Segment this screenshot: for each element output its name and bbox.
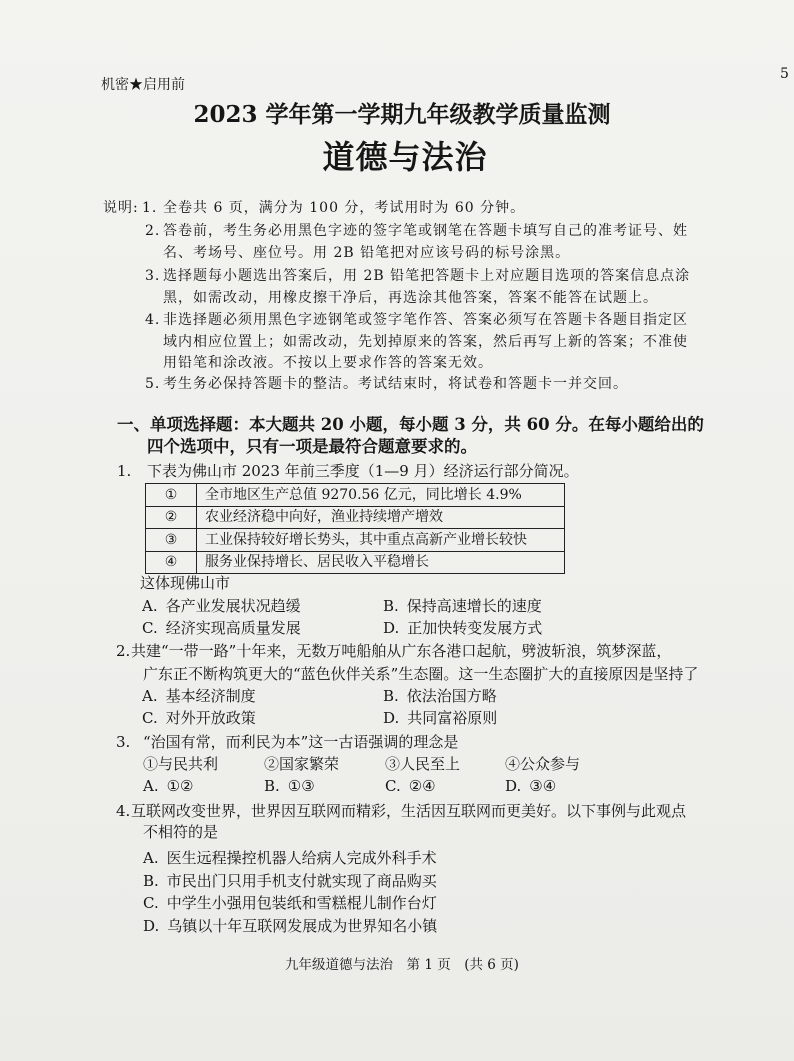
page-number: 5 — [780, 66, 789, 82]
table-row — [146, 529, 565, 552]
instruction-line: 答卷前，考生务必用黑色字迹的签字笔或钢笔在答题卡填写自己的准考证号、姓 — [163, 223, 688, 239]
table-row — [146, 506, 565, 529]
option-key: A. — [142, 687, 158, 705]
instruction-line: 黑，如需改动，用橡皮擦干净后，再选涂其他答案，答案不能答在试题上。 — [163, 290, 658, 306]
option-key: D. — [143, 917, 160, 935]
question-number: 2. — [116, 642, 131, 660]
instruction-number: 3. — [145, 268, 161, 284]
option-key: A. — [142, 597, 158, 615]
option-text: 各产业发展状况趋缓 — [165, 597, 301, 615]
statement-item: ④公众参与 — [505, 755, 581, 773]
statement-item: ①与民共利 — [143, 755, 219, 773]
option-b — [143, 871, 437, 891]
option-a — [143, 776, 194, 796]
option-text: ①③ — [287, 777, 315, 795]
table-cell-number: ④ — [146, 551, 197, 574]
option-key: D. — [505, 777, 522, 795]
option-b — [264, 776, 315, 796]
instruction-line: 名、考场号、座位号。用 2B 铅笔把对应该号码的标号涂黑。 — [163, 245, 571, 261]
option-text: 医生远程操控机器人给病人完成外科手术 — [166, 849, 437, 867]
option-text: 经济实现高质量发展 — [165, 619, 301, 637]
instructions-label: 说明: — [103, 200, 139, 216]
option-text: 市民出门只用手机支付就实现了商品购买 — [166, 872, 437, 890]
instruction-line: 考生务必保持答题卡的整洁。考试结束时，将试卷和答题卡一并交回。 — [163, 376, 628, 392]
statement-item: ③人民至上 — [385, 755, 461, 773]
option-text: ③④ — [529, 777, 557, 795]
option-text: 中学生小强用包装纸和雪糕棍儿制作台灯 — [166, 894, 437, 912]
option-a — [142, 686, 256, 706]
question-number: 1. — [117, 462, 132, 480]
option-key: A. — [143, 777, 159, 795]
instruction-line: 用铅笔和涂改液。不按以上要求作答的答案无效。 — [163, 355, 493, 371]
option-text: 保持高速增长的速度 — [406, 597, 542, 615]
confidential-mark: 机密★启用前 — [101, 77, 185, 93]
option-key: D. — [383, 709, 400, 727]
question-stem: 共建“一带一路”十年来，无数万吨船舶从广东各港口起航，劈波斩浪，筑梦深蓝， — [131, 642, 672, 660]
option-key: C. — [142, 709, 158, 727]
option-key: B. — [383, 687, 399, 705]
page-footer: 九年级道德与法治 第 1 页 (共 6 页) — [285, 957, 519, 973]
option-a — [143, 848, 437, 868]
question-stem: 互联网改变世界，世界因互联网而精彩，生活因互联网而更美好。以下事例与此观点 — [131, 802, 687, 820]
question-number: 3. — [116, 733, 131, 751]
option-text: ②④ — [408, 777, 436, 795]
option-key: C. — [142, 619, 158, 637]
option-key: A. — [143, 849, 159, 867]
economy-table — [145, 483, 565, 574]
question-stem-line: 不相符的是 — [143, 823, 219, 841]
statement-item: ②国家繁荣 — [264, 755, 340, 773]
question-stem: 下表为佛山市 2023 年前三季度（1—9 月）经济运行部分简况。 — [147, 462, 579, 480]
instruction-number: 4. — [145, 312, 161, 328]
section-heading-line: 四个选项中，只有一项是最符合题意要求的。 — [147, 437, 477, 456]
option-key: B. — [383, 597, 399, 615]
question-number: 4. — [116, 802, 131, 820]
question-stem-line: 广东正不断构筑更大的“蓝色伙伴关系”生态圈。这一生态圈扩大的直接原因是坚持了 — [143, 665, 699, 683]
instruction-line: 选择题每小题选出答案后，用 2B 铅笔把答题卡上对应题目选项的答案信息点涂 — [163, 268, 691, 284]
option-key: D. — [383, 619, 400, 637]
table-row — [146, 551, 565, 574]
option-key: B. — [143, 872, 159, 890]
section-heading: 一、单项选择题：本大题共 20 小题，每小题 3 分，共 60 分。在每小题给出的 — [117, 415, 704, 434]
option-text: 对外开放政策 — [165, 709, 256, 727]
table-cell-text: 农业经济稳中向好，渔业持续增产增效 — [197, 506, 565, 529]
option-b — [383, 596, 542, 616]
instruction-line: 非选择题必须用黑色字迹钢笔或签字笔作答、答案必须写在答题卡各题目指定区 — [163, 312, 688, 328]
instruction-number: 2. — [145, 223, 161, 239]
option-key: B. — [264, 777, 280, 795]
table-cell-text: 全市地区生产总值 9270.56 亿元，同比增长 4.9% — [197, 484, 565, 507]
option-text: 共同富裕原则 — [407, 709, 498, 727]
table-cell-number: ② — [146, 506, 197, 529]
option-text: 依法治国方略 — [406, 687, 497, 705]
table-cell-text: 服务业保持增长、居民收入平稳增长 — [197, 551, 565, 574]
option-d — [383, 708, 497, 728]
option-key: C. — [143, 894, 159, 912]
table-cell-number: ① — [146, 484, 197, 507]
option-d — [143, 916, 437, 936]
option-c — [142, 708, 256, 728]
exam-title: 2023 学年第一学期九年级教学质量监测 — [193, 101, 611, 128]
instruction-line: 域内相应位置上；如需改动，先划掉原来的答案，然后再写上新的答案；不准使 — [163, 334, 688, 350]
table-cell-number: ③ — [146, 529, 197, 552]
option-d — [383, 618, 542, 638]
option-text: 乌镇以十年互联网发展成为世界知名小镇 — [167, 917, 438, 935]
question-stem-continued: 这体现佛山市 — [140, 574, 231, 592]
option-c — [385, 776, 436, 796]
instruction-line: 全卷共 6 页，满分为 100 分，考试用时为 60 分钟。 — [163, 200, 526, 216]
option-b — [383, 686, 497, 706]
table-row — [146, 484, 565, 507]
subject-title: 道德与法治 — [322, 138, 488, 176]
option-text: 基本经济制度 — [165, 687, 256, 705]
option-c — [142, 618, 301, 638]
option-key: C. — [385, 777, 401, 795]
instruction-number: 5. — [145, 376, 161, 392]
option-a — [142, 596, 301, 616]
option-c — [143, 893, 437, 913]
table-cell-text: 工业保持较好增长势头，其中重点高新产业增长较快 — [197, 529, 565, 552]
option-d — [505, 776, 556, 796]
option-text: 正加快转变发展方式 — [407, 619, 543, 637]
option-text: ①② — [166, 777, 194, 795]
instruction-number: 1. — [142, 200, 158, 216]
question-stem: “治国有常，而利民为本”这一古语强调的理念是 — [143, 733, 459, 751]
